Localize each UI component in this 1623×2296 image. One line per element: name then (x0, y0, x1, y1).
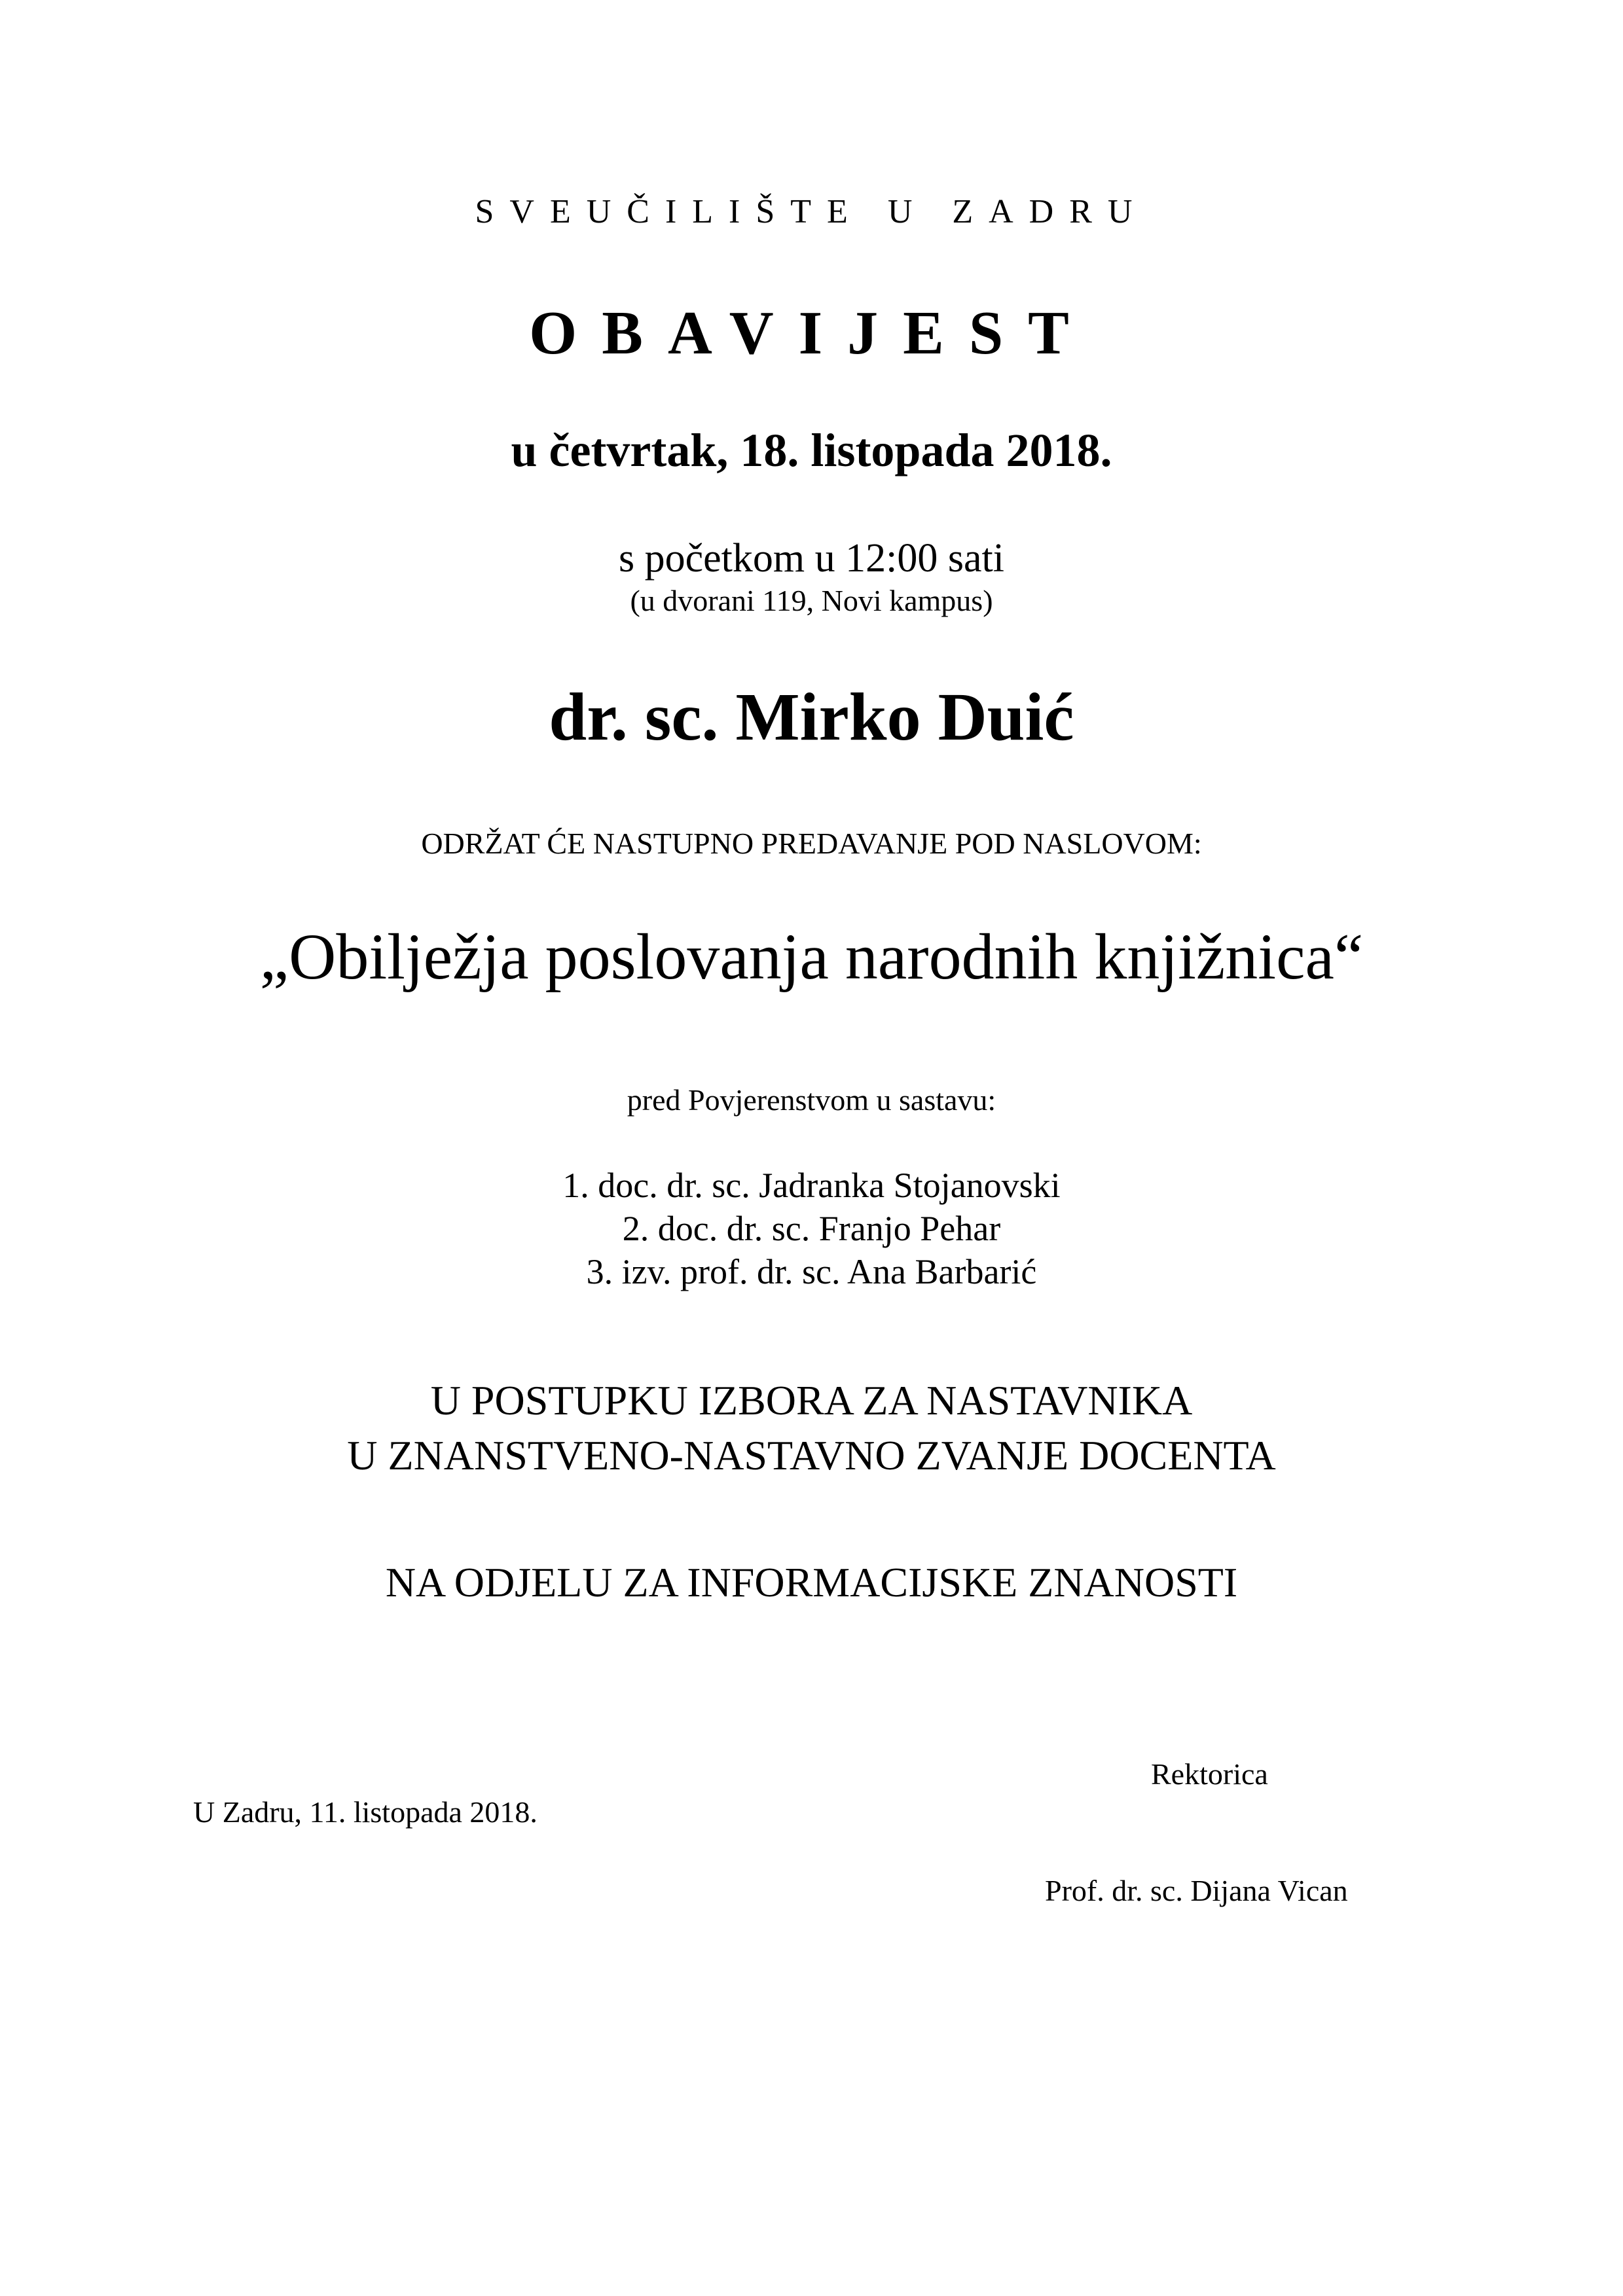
committee-intro: pred Povjerenstvom u sastavu: (627, 1083, 996, 1117)
committee-member: 2. doc. dr. sc. Franjo Pehar (622, 1209, 1001, 1248)
lecture-title: „Obilježja poslovanja narodnih knjižnica“ (259, 920, 1364, 993)
department-name: NA ODJELU ZA INFORMACIJSKE ZNANOSTI (385, 1559, 1238, 1605)
signatory-name: Prof. dr. sc. Dijana Vican (1045, 1874, 1348, 1907)
event-venue: (u dvorani 119, Novi kampus) (630, 584, 993, 617)
notice-heading: OBAVIJEST (529, 299, 1094, 367)
university-name: SVEUČILIŠTE U ZADRU (475, 193, 1148, 230)
place-and-date: U Zadru, 11. listopada 2018. (193, 1795, 538, 1829)
committee-member: 3. izv. prof. dr. sc. Ana Barbarić (586, 1252, 1037, 1291)
event-start-time: s početkom u 12:00 sati (619, 536, 1004, 581)
signatory-title: Rektorica (1151, 1757, 1268, 1791)
committee-member: 1. doc. dr. sc. Jadranka Stojanovski (562, 1166, 1061, 1205)
event-date: u četvrtak, 18. listopada 2018. (511, 424, 1112, 476)
procedure-line-1: U POSTUPKU IZBORA ZA NASTAVNIKA (430, 1377, 1193, 1424)
speaker-name: dr. sc. Mirko Duić (549, 679, 1074, 755)
committee-list (0, 1164, 1623, 1293)
procedure-line-2: U ZNANSTVENO-NASTAVNO ZVANJE DOCENTA (347, 1432, 1276, 1479)
lecture-announcement: ODRŽAT ĆE NASTUPNO PREDAVANJE POD NASLOVOM: (421, 827, 1202, 860)
